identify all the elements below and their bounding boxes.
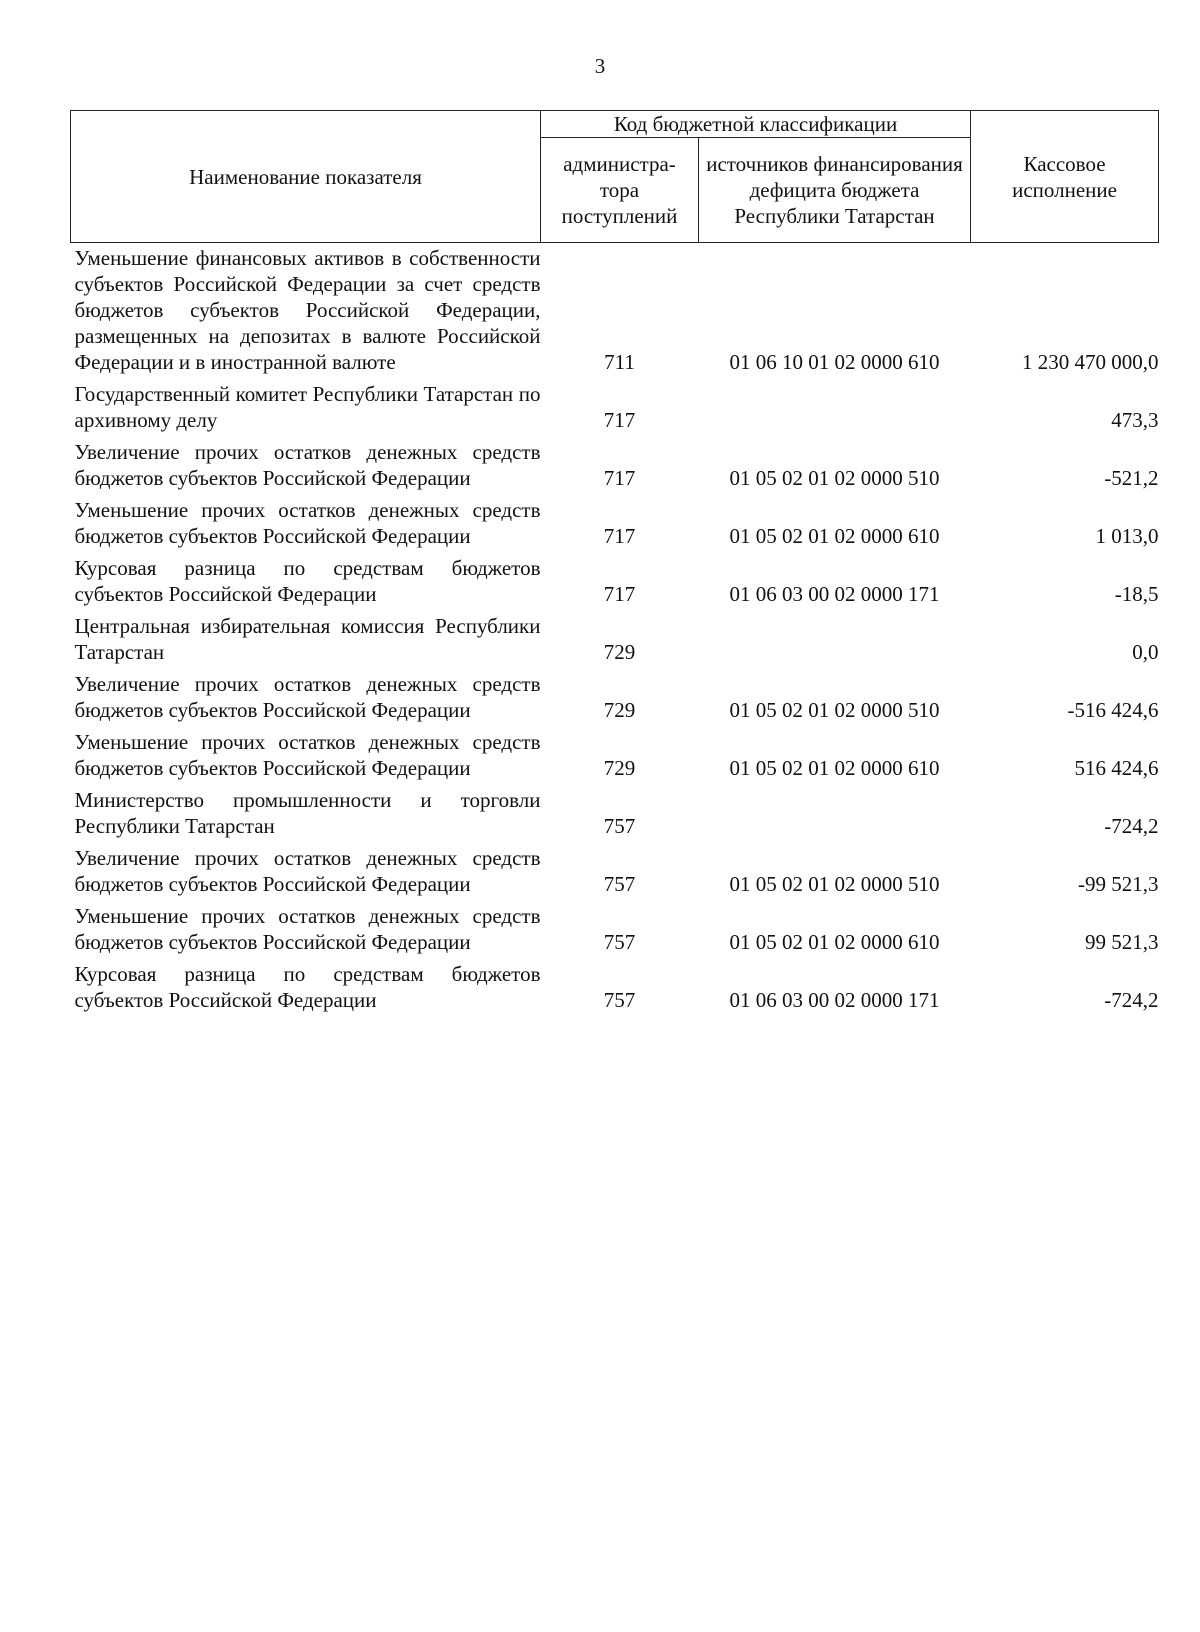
cell-admin: 729	[603, 756, 636, 780]
table-row	[71, 669, 1159, 727]
cell-name: Увеличение прочих остатков денежных средств бюджетов субъектов Российской Федерации	[74, 846, 541, 896]
cell-admin: 729	[603, 698, 636, 722]
cell-admin: 717	[603, 408, 636, 432]
cell-name: Курсовая разница по средствам бюджетов субъектов Российской Федерации	[74, 556, 541, 606]
cell-admin: 757	[603, 872, 636, 896]
cell-source: 01 05 02 01 02 0000 610	[729, 524, 940, 548]
cell-source: 01 05 02 01 02 0000 510	[729, 466, 940, 490]
table-row	[71, 379, 1159, 437]
cell-admin: 729	[603, 640, 636, 664]
table-row	[71, 495, 1159, 553]
cell-name: Увеличение прочих остатков денежных средств бюджетов субъектов Российской Федерации	[74, 440, 541, 490]
cell-name: Министерство промышленности и торговли Республики Татарстан	[74, 788, 541, 838]
table-row	[71, 243, 1159, 380]
table-row	[71, 437, 1159, 495]
cell-source: 01 05 02 01 02 0000 610	[729, 756, 940, 780]
cell-amount: -18,5	[1114, 582, 1159, 606]
cell-amount: 99 521,3	[1085, 930, 1159, 954]
table-row	[71, 611, 1159, 669]
cell-amount: -724,2	[1104, 814, 1159, 838]
cell-admin: 711	[604, 350, 635, 374]
cell-source: 01 05 02 01 02 0000 510	[729, 698, 940, 722]
cell-name: Увеличение прочих остатков денежных средств бюджетов субъектов Российской Федерации	[74, 672, 541, 722]
cell-admin: 757	[603, 930, 636, 954]
cell-source	[699, 379, 971, 437]
cell-amount: -724,2	[1104, 988, 1159, 1012]
table-row	[71, 959, 1159, 1017]
table-body	[71, 243, 1159, 1018]
cell-name: Уменьшение прочих остатков денежных средств бюджетов субъектов Российской Федерации	[74, 498, 541, 548]
table-row	[71, 553, 1159, 611]
cell-admin: 717	[603, 582, 636, 606]
header-name: Наименование показателя	[71, 111, 541, 243]
cell-source: 01 06 03 00 02 0000 171	[729, 988, 940, 1012]
cell-name: Курсовая разница по средствам бюджетов субъектов Российской Федерации	[74, 962, 541, 1012]
cell-amount: -516 424,6	[1067, 698, 1159, 722]
cell-admin: 757	[603, 814, 636, 838]
cell-source: 01 06 10 01 02 0000 610	[729, 350, 940, 374]
cell-admin: 757	[603, 988, 636, 1012]
cell-source	[699, 785, 971, 843]
cell-amount: 1 230 470 000,0	[1022, 350, 1159, 374]
table-row	[71, 727, 1159, 785]
cell-name: Государственный комитет Республики Татарстан по архивному делу	[74, 382, 541, 432]
table-row	[71, 785, 1159, 843]
cell-amount: 516 424,6	[1074, 756, 1159, 780]
header-code-group: Код бюджетной классификации	[541, 111, 971, 138]
cell-amount: 473,3	[1111, 408, 1159, 432]
table-row	[71, 901, 1159, 959]
cell-source: 01 05 02 01 02 0000 610	[729, 930, 940, 954]
cell-amount: 0,0	[1132, 640, 1159, 664]
cell-name: Центральная избирательная комиссия Республики Татарстан	[74, 614, 541, 664]
cell-admin: 717	[603, 466, 636, 490]
cell-amount: -521,2	[1104, 466, 1159, 490]
cell-source	[699, 611, 971, 669]
cell-name: Уменьшение финансовых активов в собственности субъектов Российской Федерации за счет средств бюджетов субъектов Российской Федерации, размещенных на депозитах в валюте Российской Федерации и в иностранной валюте	[74, 246, 541, 374]
cell-admin: 717	[603, 524, 636, 548]
page-number: 3	[594, 54, 606, 78]
header-amount: Кассовое исполнение	[971, 111, 1159, 243]
cell-amount: -99 521,3	[1078, 872, 1159, 896]
cell-name: Уменьшение прочих остатков денежных средств бюджетов субъектов Российской Федерации	[74, 904, 541, 954]
cell-source: 01 05 02 01 02 0000 510	[729, 872, 940, 896]
header-admin: администра-тора поступлений	[541, 138, 699, 243]
cell-source: 01 06 03 00 02 0000 171	[729, 582, 940, 606]
table-header	[71, 111, 1159, 243]
budget-table	[70, 110, 1159, 1017]
table-row	[71, 843, 1159, 901]
cell-amount: 1 013,0	[1095, 524, 1159, 548]
header-source: источников финансирования дефицита бюджета Республики Татарстан	[699, 138, 971, 243]
cell-name: Уменьшение прочих остатков денежных средств бюджетов субъектов Российской Федерации	[74, 730, 541, 780]
